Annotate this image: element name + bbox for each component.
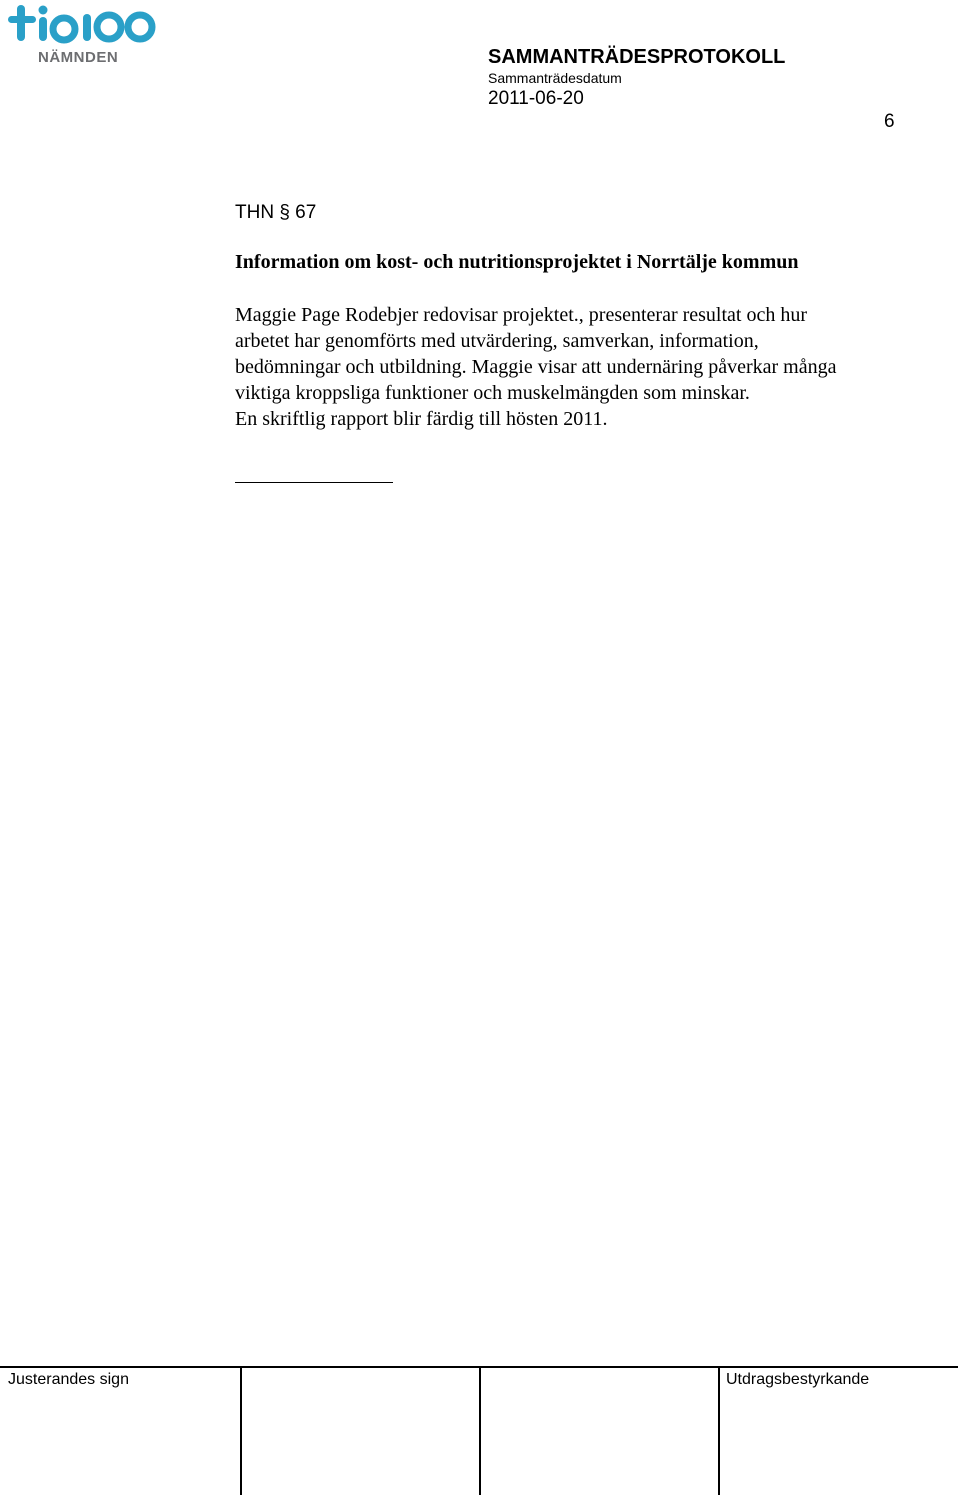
signature-cell-1 (0, 1368, 240, 1495)
adjuster-sign-label: Justerandes sign (8, 1371, 129, 1388)
extract-certification-label: Utdragsbestyrkande (726, 1371, 870, 1388)
section-divider (235, 482, 393, 483)
body-line: bedömningar och utbildning. Maggie visar att undernäring påverkar många (235, 356, 837, 378)
body-line: Maggie Page Rodebjer redovisar projektet., presenterar resultat och hur (235, 304, 808, 326)
document-type-title: SAMMANTRÄDESPROTOKOLL (488, 46, 786, 68)
paragraph-id: THN § 67 (235, 202, 317, 223)
signature-table (0, 1366, 958, 1495)
meeting-date-label: Sammanträdesdatum (488, 70, 622, 86)
signature-cell-2 (240, 1368, 481, 1495)
tio100-wordmark (6, 2, 162, 52)
section-body (235, 302, 935, 432)
body-line: arbetet har genomförts med utvärdering, samverkan, information, (235, 330, 759, 352)
meeting-date: 2011-06-20 (488, 88, 584, 109)
body-line: En skriftlig rapport blir färdig till hösten 2011. (235, 408, 608, 430)
logo-subtitle: NÄMNDEN (38, 49, 119, 66)
section-heading: Information om kost- och nutritionsprojektet i Norrtälje kommun (235, 251, 799, 273)
signature-cell-3 (479, 1368, 720, 1495)
page-number: 6 (884, 111, 895, 132)
signature-cell-4 (718, 1368, 960, 1495)
body-line: viktiga kroppsliga funktioner och muskelmängden som minskar. (235, 382, 750, 404)
